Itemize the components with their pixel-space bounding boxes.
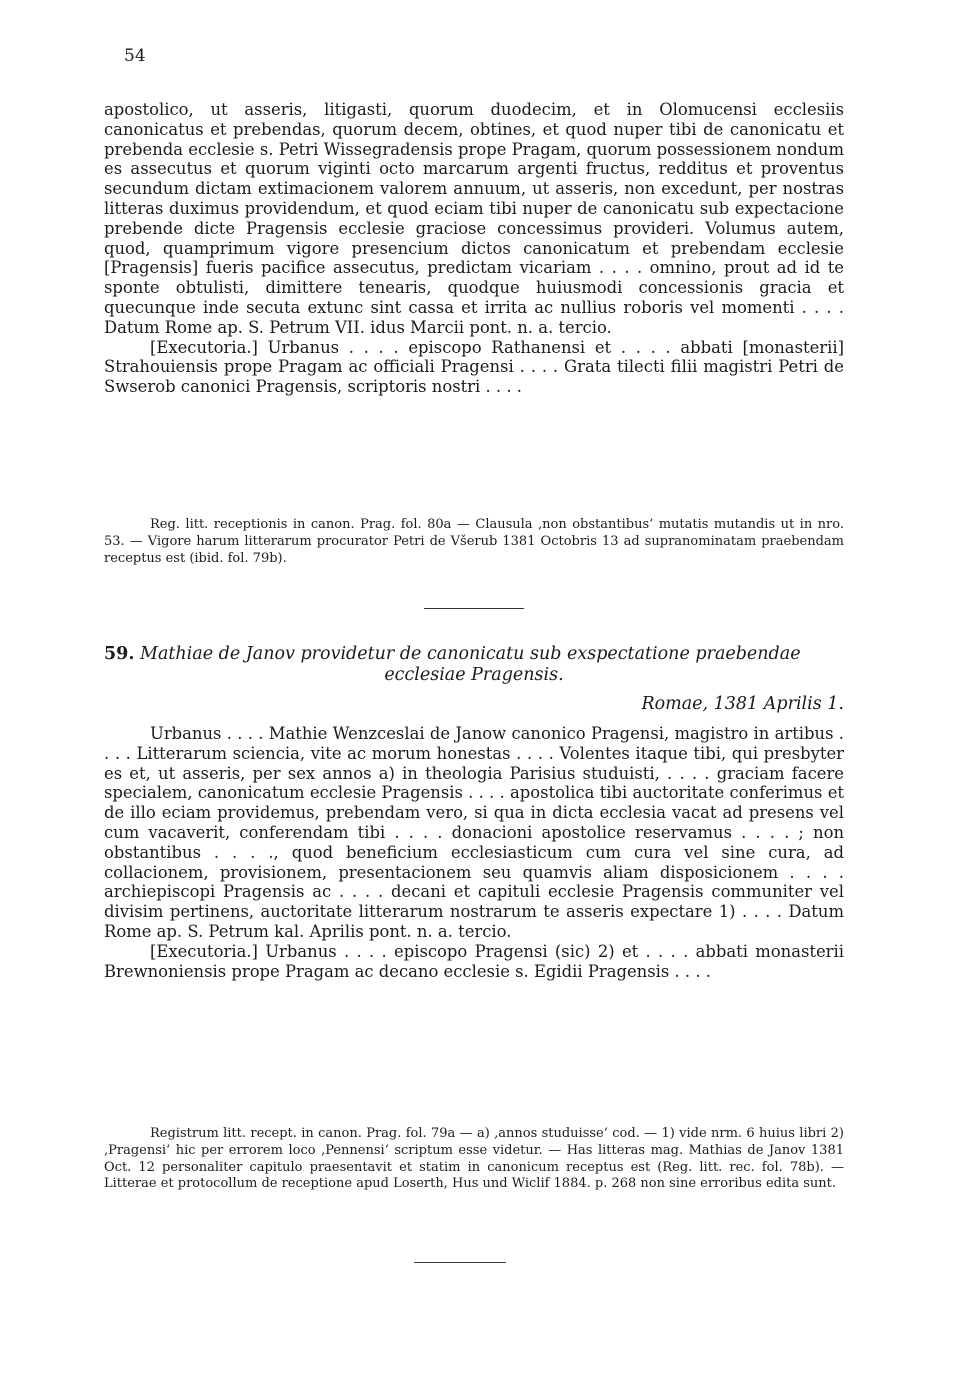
- document-title: [104, 644, 844, 686]
- document-number: 59.: [104, 644, 135, 664]
- end-divider: [414, 1262, 506, 1263]
- section2-footnote: [104, 1126, 844, 1193]
- section1-body: [104, 100, 844, 397]
- page-number: 54: [124, 46, 146, 66]
- section2-body: [104, 724, 844, 981]
- section2-note-text: Registrum litt. recept. in canon. Prag. fol. 79a — a) ‚annos studuisse‘ cod. — 1) vide nrm. 6 huius libri 2) ‚Pragensi‘ hic per errorem loco ‚Pennensi‘ scriptum esse videtur. — Has litteras mag. Mathias de Janov 1381 Oct. 12 personaliter capitulo praesentavit et statim in canonicum receptus est (Reg. litt. rec. fol. 78b). — Litterae et protocollum de receptione apud Loserth, Hus und Wiclif 1884. p. 268 non sine erroribus edita sunt.: [104, 1126, 844, 1192]
- section1-note-text: Reg. litt. receptionis in canon. Prag. fol. 80a — Clausula ‚non obstantibus‘ mutatis mutandis ut in nro. 53. — Vigore harum litterarum procurator Petri de Všerub 1381 Octobris 13 ad supranominatam praebendam receptus est (ibid. fol. 79b).: [104, 517, 844, 566]
- section1-footnote: [104, 517, 844, 567]
- section2-paragraph: Urbanus . . . . Mathie Wenzceslai de Janow canonico Pragensi, magistro in artibus . . . . Litterarum sciencia, vite ac morum honestas . . . . Volentes itaque tibi, qui presbyter es et, ut asseris, per sex annos a) in theologia Parisius studuisti, . . . . graciam facere specialem, canonicatum ecclesie Pragensis . . . . apostolica tibi auctoritate conferimus et de illo eciam providemus, prebendam vero, si qua in dicta ecclesia vacat ad presens vel cum vacaverit, conferendam tibi . . . . donacioni apostolice reservamus . . . . ; non obstantibus . . . ., quod beneficium ecclesiasticum cum cura vel sine cura, ad collacionem, provisionem, presentacionem seu quamvis aliam disposicionem . . . . archiepiscopi Pragensis ac . . . . decani et capituli ecclesie Pragensis communiter vel divisim pertinens, auctoritate litterarum nostrarum te asseris expectare 1) . . . . Datum Rome ap. S. Petrum kal. Aprilis pont. n. a. tercio.: [104, 724, 844, 941]
- section1-paragraph: apostolico, ut asseris, litigasti, quorum duodecim, et in Olomucensi ecclesiis canonicatus et prebendas, quorum decem, obtines, et quod nuper tibi de canonicatu et prebenda ecclesie s. Petri Wissegradensis prope Pragam, quorum possessionem nondum es assecutus et quorum viginti octo marcarum argenti fructus, redditus et proventus secundum dictam extimacionem valorem annuum, ut asseris, non excedunt, per nostras litteras duximus providendum, et quod eciam tibi nuper de canonicatu sub expectacione prebende dicte Pragensis ecclesie graciose concessimus provideri. Volumus autem, quod, quamprimum vigore presencium dictos canonicatum et prebendam ecclesie [Pragensis] fueris pacifice assecutus, predictam vicariam . . . . omnino, prout ad id te sponte obtulisti, dimittere tenearis, quodque huiusmodi concessionis gracia et quecunque inde secuta extunc sint cassa et irrita ac nullius roboris vel momenti . . . . Datum Rome ap. S. Petrum VII. idus Marcii pont. n. a. tercio.: [104, 100, 844, 337]
- document-date: Romae, 1381 Aprilis 1.: [641, 694, 844, 714]
- section1-executoria: [Executoria.] Urbanus . . . . episcopo Rathanensi et . . . . abbati [monasterii] Strahouiensis prope Pragam ac officiali Pragensi . . . . Grata tilecti filii magistri Petri de Swserob canonici Pragensis, scriptoris nostri . . . .: [104, 337, 844, 397]
- title-line-2: ecclesiae Pragensis.: [384, 665, 564, 685]
- section2-executoria: [Executoria.] Urbanus . . . . episcopo Pragensi (sic) 2) et . . . . abbati monasterii Brewnoniensis prope Pragam ac decano ecclesie s. Egidii Pragensis . . . .: [104, 941, 844, 981]
- section-divider: [424, 608, 524, 609]
- title-line-1: Mathiae de Janov providetur de canonicatu sub exspectatione praebendae: [140, 644, 801, 664]
